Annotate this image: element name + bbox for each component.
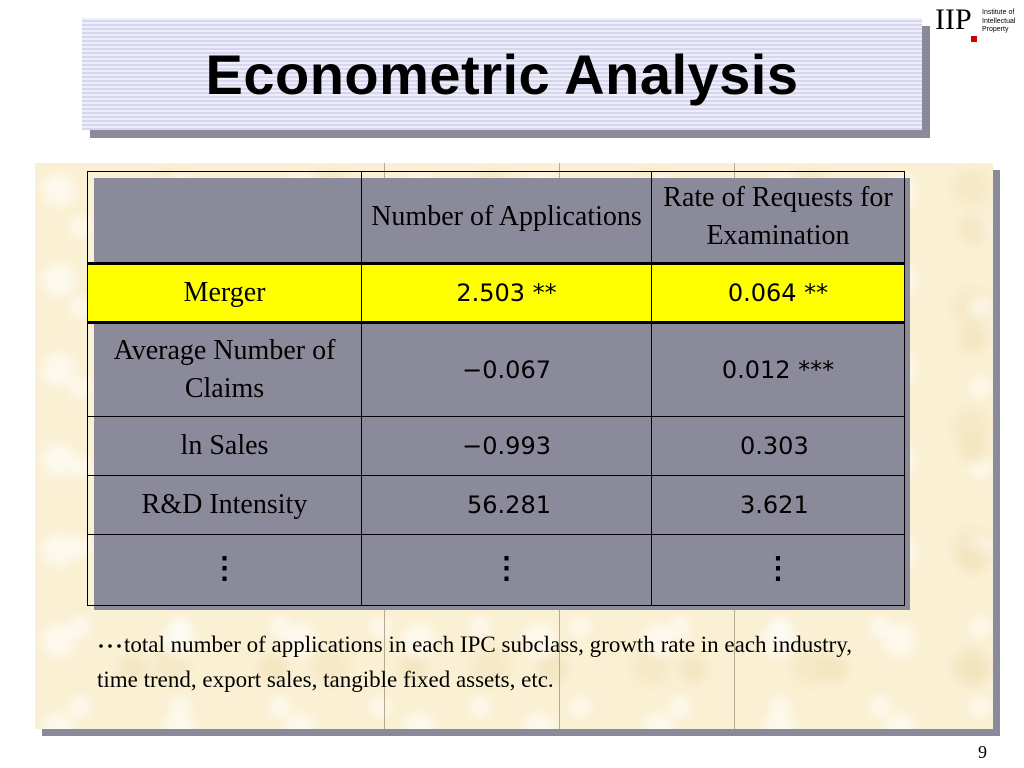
- applications-cell: −0.067: [362, 323, 652, 417]
- row-label: Average Number of Claims: [88, 323, 362, 417]
- footnote: [97, 628, 897, 696]
- footnote-text: total number of applications in each IPC subclass, growth rate in each industry, time trend, export sales, tangible fixed assets, etc.: [97, 632, 852, 692]
- row-label: [88, 535, 362, 606]
- applications-cell: 2.503 **: [362, 264, 652, 323]
- applications-cell: 56.281: [362, 476, 652, 535]
- footnote-bullet: ･･･: [97, 637, 125, 656]
- page-number: 9: [978, 742, 987, 762]
- logo-line-2: Intellectual: [982, 17, 1016, 25]
- logo-subtitle: [982, 9, 1015, 35]
- vertical-ellipsis: ⋮: [209, 552, 240, 585]
- logo-line-3: Property: [982, 26, 1009, 33]
- iip-logo: [935, 4, 1020, 44]
- table-row-claims: [88, 323, 905, 417]
- header-requests: Rate of Requests for Examination: [652, 172, 905, 264]
- requests-cell: 0.064 **: [652, 264, 905, 323]
- row-label: Merger: [88, 264, 362, 323]
- logo-abbrev: IIP: [935, 3, 972, 36]
- requests-cell: 3.621: [652, 476, 905, 535]
- logo-red-dot: [971, 36, 977, 42]
- table-row-merger: [88, 264, 905, 323]
- page-title: Econometric Analysis: [205, 42, 799, 106]
- table-header-row: [88, 172, 905, 264]
- header-empty: [88, 172, 362, 264]
- row-label: R&D Intensity: [88, 476, 362, 535]
- title-banner: [82, 18, 922, 130]
- requests-cell: 0.012 ***: [652, 323, 905, 417]
- requests-cell: [652, 535, 905, 606]
- applications-cell: −0.993: [362, 417, 652, 476]
- row-label: ln Sales: [88, 417, 362, 476]
- results-table: [87, 171, 905, 606]
- table-row-rd: [88, 476, 905, 535]
- applications-cell: [362, 535, 652, 606]
- table-row-sales: [88, 417, 905, 476]
- requests-cell: 0.303: [652, 417, 905, 476]
- vertical-ellipsis: ⋮: [491, 552, 522, 585]
- table-row-ellipsis: [88, 535, 905, 606]
- header-applications: Number of Applications: [362, 172, 652, 264]
- vertical-ellipsis: ⋮: [763, 552, 793, 585]
- logo-line-1: Institute of: [982, 9, 1015, 16]
